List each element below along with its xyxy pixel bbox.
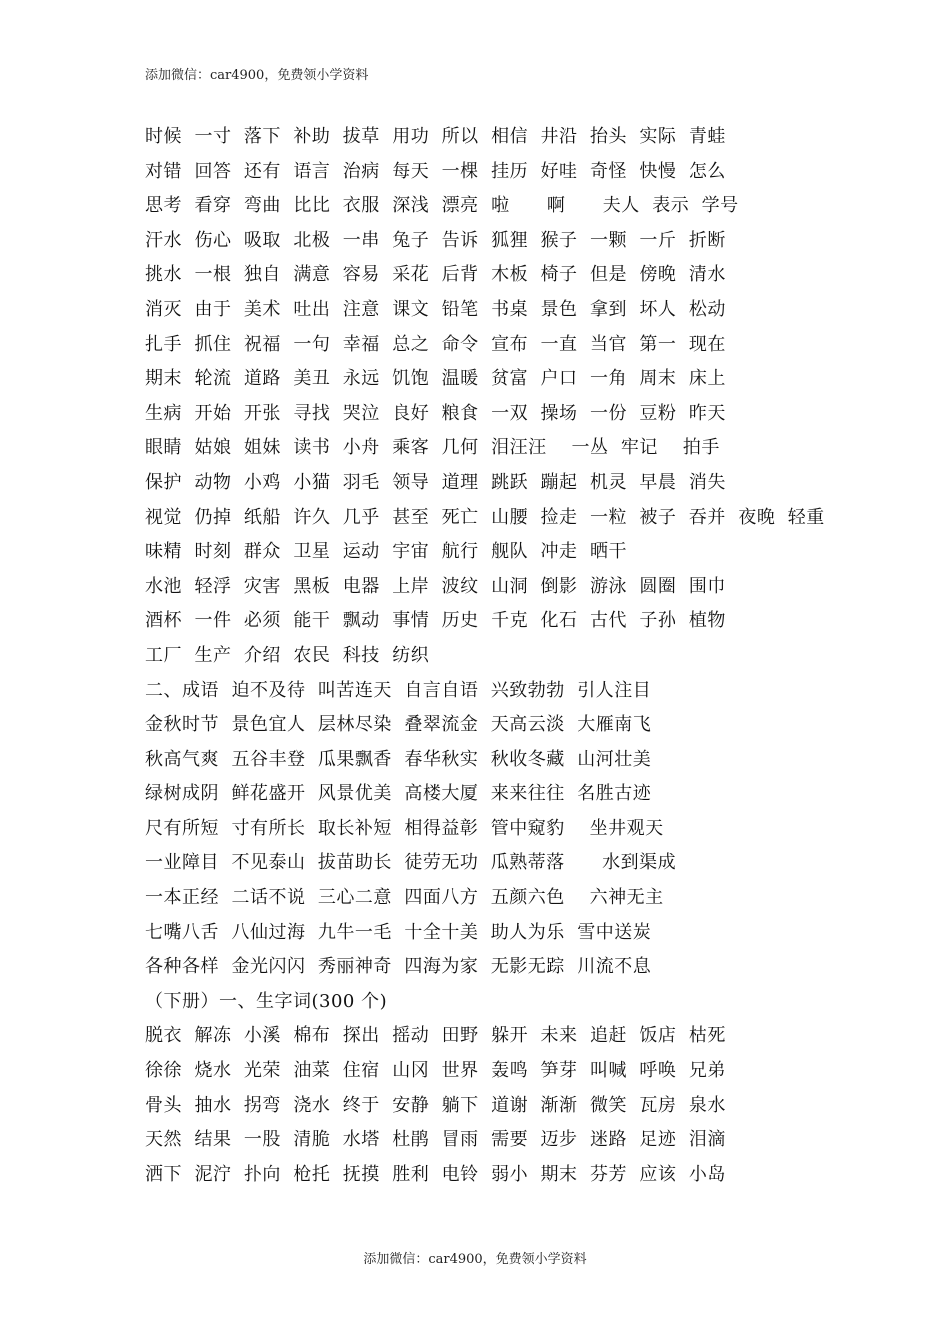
text-line: 尺有所短 寸有所长 取长补短 相得益彰 管中窥豹 坐井观天 <box>145 817 664 839</box>
text-line: 生病 开始 开张 寻找 哭泣 良好 粮食 一双 操场 一份 豆粉 昨天 <box>145 402 726 424</box>
text-line: 水池 轻浮 灾害 黑板 电器 上岸 波纹 山洞 倒影 游泳 圆圈 围巾 <box>145 575 726 597</box>
page-footer: 添加微信：car4900，免费领小学资料 <box>363 1252 587 1267</box>
text-line: 对错 回答 还有 语言 治病 每天 一棵 挂历 好哇 奇怪 快慢 怎么 <box>145 160 726 182</box>
word-list <box>145 122 935 1194</box>
text-line: 味精 时刻 群众 卫星 运动 宇宙 航行 舰队 冲走 晒干 <box>145 541 627 563</box>
page-header: 添加微信：car4900，免费领小学资料 <box>145 68 369 83</box>
text-line: 脱衣 解冻 小溪 棉布 探出 摇动 田野 躲开 未来 追赶 饭店 枯死 <box>145 1025 726 1047</box>
text-line: 时候 一寸 落下 补助 拔草 用功 所以 相信 井沿 抬头 实际 青蛙 <box>145 126 726 147</box>
text-line: 一本正经 二话不说 三心二意 四面八方 五颜六色 六神无主 <box>145 887 664 909</box>
text-line: 消灭 由于 美术 吐出 注意 课文 铅笔 书桌 景色 拿到 坏人 松动 <box>145 298 726 320</box>
text-line: 绿树成阴 鲜花盛开 风景优美 高楼大厦 来来往往 名胜古迹 <box>145 783 652 805</box>
text-line: 天然 结果 一股 清脆 水塔 杜鹃 冒雨 需要 迈步 迷路 足迹 泪滴 <box>145 1129 726 1151</box>
text-line: 秋高气爽 五谷丰登 瓜果飘香 春华秋实 秋收冬藏 山河壮美 <box>145 748 652 770</box>
text-line: 思考 看穿 弯曲 比比 衣服 深浅 漂亮 啦 啊 夫人 表示 学号 <box>145 195 739 217</box>
text-line: 挑水 一根 独自 满意 容易 采花 后背 木板 椅子 但是 傍晚 清水 <box>145 264 726 286</box>
section-heading-volume-2: （下册）一、生字词(300 个) <box>145 990 388 1012</box>
text-line: 七嘴八舌 八仙过海 九牛一毛 十全十美 助人为乐 雪中送炭 <box>145 921 652 943</box>
text-line: 各种各样 金光闪闪 秀丽神奇 四海为家 无影无踪 川流不息 <box>145 956 652 978</box>
text-line: 眼睛 姑娘 姐妹 读书 小舟 乘客 几何 泪汪汪 一丛 牢记 拍手 <box>145 437 720 459</box>
text-line: 洒下 泥泞 扑向 枪托 抚摸 胜利 电铃 弱小 期末 芬芳 应该 小岛 <box>145 1163 726 1185</box>
text-line: 酒杯 一件 必须 能干 飘动 事情 历史 千克 化石 古代 子孙 植物 <box>145 610 726 632</box>
text-line: 汗水 伤心 吸取 北极 一串 兔子 告诉 狐狸 猴子 一颗 一斤 折断 <box>145 229 726 251</box>
text-line: 一业障目 不见泰山 拔苗助长 徒劳无功 瓜熟蒂落 水到渠成 <box>145 852 677 874</box>
text-line: 徐徐 烧水 光荣 油菜 住宿 山冈 世界 轰鸣 笋芽 叫喊 呼唤 兄弟 <box>145 1060 726 1082</box>
section-heading-idioms: 二、成语 迫不及待 叫苦连天 自言自语 兴致勃勃 引人注目 <box>145 679 652 701</box>
text-line: 期末 轮流 道路 美丑 永远 饥饱 温暖 贫富 户口 一角 周末 床上 <box>145 368 726 390</box>
text-line: 骨头 抽水 拐弯 浇水 终于 安静 躺下 道谢 渐渐 微笑 瓦房 泉水 <box>145 1094 726 1116</box>
text-line: 工厂 生产 介绍 农民 科技 纺织 <box>145 644 430 666</box>
text-line: 金秋时节 景色宜人 层林尽染 叠翠流金 天高云淡 大雁南飞 <box>145 714 652 736</box>
text-line: 保护 动物 小鸡 小猫 羽毛 领导 道理 跳跃 蹦起 机灵 早晨 消失 <box>145 471 726 493</box>
text-line: 扎手 抓住 祝福 一句 幸福 总之 命令 宣布 一直 当官 第一 现在 <box>145 333 726 355</box>
text-line: 视觉 仍掉 纸船 许久 几乎 甚至 死亡 山腰 捡走 一粒 被子 吞并 夜晚 轻重 <box>145 506 825 528</box>
